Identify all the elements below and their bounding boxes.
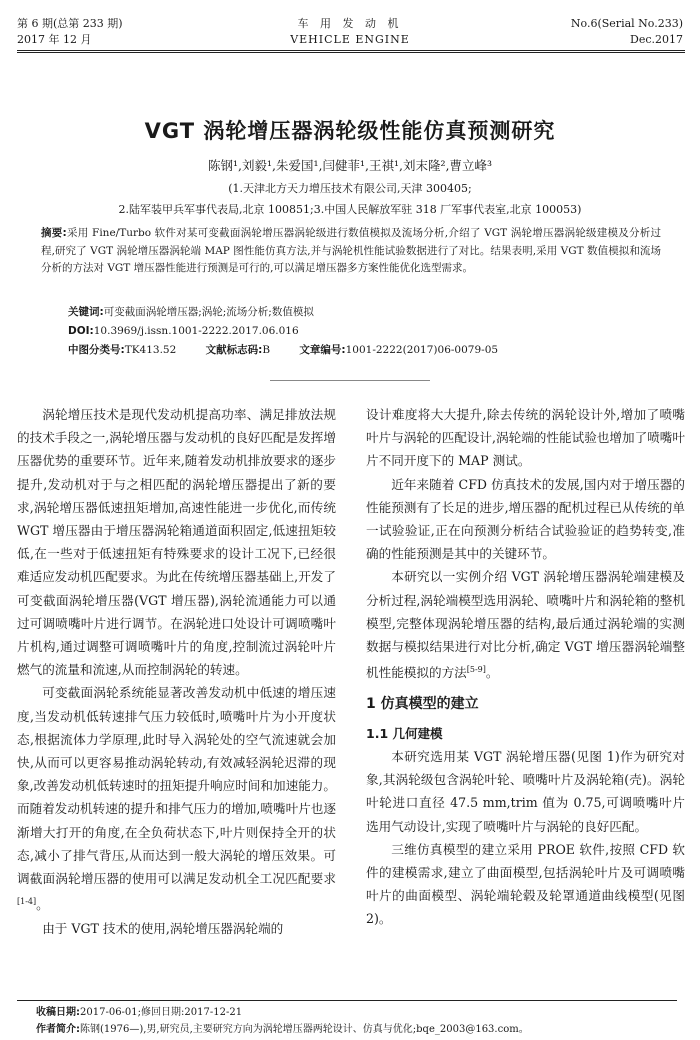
abstract [41,225,661,278]
affiliation-line-2: 2.陆军装甲兵军事代表局,北京 100851;3.中国人民解放军驻 318 厂军事代表室,北京 100053) [118,203,582,216]
keywords-text: 可变截面涡轮增压器;涡轮;流场分析;数值模拟 [103,306,314,318]
doc-code-label: 文献标志码: [205,344,263,356]
footnote-author [36,1020,676,1039]
paragraph: 涡轮增压技术是现代发动机提高功率、满足排放法规的技术手段之一,涡轮增压器与发动机的良好匹配是发挥增压器优势的重要环节。近年来,随着发动机排放要求的逐步提升,发动机对于与之相匹配的涡轮增压器提出了新的要求,涡轮增压器低速扭矩增加,高速性能进一步优化,而传统 WGT 增压器由于增压器涡轮箱通道面积固定,低速扭矩较低,在一些对于低速扭矩有特殊要求的设计工况下,已经很难适应发动机匹配要求。为此在传统增压器基础上,开发了可变截面涡轮增压器(VGT 增压器),涡轮流通能力可以通过可调喷嘴叶片进行调节。在涡轮进口处设计可调喷嘴叶片机构,通过调整可调喷嘴叶片的角度,控制流过涡轮叶片燃气的流量和流速,从而控制涡轮的转速。 [17,407,336,678]
affiliation-line-1: (1.天津北方天力增压技术有限公司,天津 300405; [228,182,472,195]
dates-label: 收稿日期: [36,1007,80,1018]
body-left-column [17,403,336,940]
citation: [5-9] [466,665,486,675]
paper-title: VGT 涡轮增压器涡轮级性能仿真预测研究 [144,119,556,143]
paragraph: 可变截面涡轮系统能显著改善发动机中低速的增压速度,当发动机低转速排气压力较低时,喷嘴叶片为小开度状态,根据流体力学原理,此时导入涡轮处的空气流速就会加快,从而可以更容易推动涡轮转动,有效减轻涡轮迟滞的现象,改善发动机低转速时的扭矩提升响应时间和加速能力。而随着发动机转速的提升和排气压力的增加,喷嘴叶片也逐渐增大打开的角度,在全负荷状态下,叶片则保持全开的状态,减小了排气背压,从而达到一般大涡轮的增压效果。可调截面涡轮增压器的使用可以满足发动机全工况匹配要求[1-4]。 [17,685,336,913]
author-bio-label: 作者简介: [36,1024,80,1035]
abstract-separator [270,380,430,381]
paragraph: 设计难度将大大提升,除去传统的涡轮设计外,增加了喷嘴叶片与涡轮的匹配设计,涡轮端的性能试验也增加了喷嘴叶片不同开度下的 MAP 测试。 [366,407,685,469]
header-rule [17,50,685,51]
journal-name-cn: 车 用 发 动 机 [297,17,403,30]
doi [68,322,299,340]
body-right-column [366,403,685,931]
footnote-rule [17,1000,677,1001]
doi-text: 10.3969/j.issn.1001-2222.2017.06.016 [93,325,299,337]
doc-code-value: B [262,344,271,356]
article-number-value: 1001-2222(2017)06-0079-05 [345,344,499,356]
author-bio-text: 陈钢(1976—),男,研究员,主要研究方向为涡轮增压器两轮设计、仿真与优化;bqe_2003@163.com。 [80,1024,529,1035]
keywords-label: 关键词: [68,306,104,318]
abstract-text: 采用 Fine/Turbo 软件对某可变截面涡轮增压器涡轮级进行数值模拟及流场分析,介绍了 VGT 涡轮增压器涡轮级建模及分析过程,研究了 VGT 涡轮增压器涡轮端 MAP 图性能仿真方法,并与涡轮机性能试验数据进行了对比。结果表明,采用 VGT 数值模拟和流场分析的方法对 VGT 增压器性能进行预测是可行的,可以满足增压器多方案性能优化选型需求。 [41,227,661,274]
author-list: 陈钢¹,刘毅¹,朱爱国¹,闫健菲¹,王祺¹,刘末隆²,曹立峰³ [208,158,492,173]
citation: [1-4] [17,897,37,907]
keywords [68,303,314,321]
abstract-label: 摘要: [41,227,67,239]
journal-name-en: VEHICLE ENGINE [290,33,410,46]
paragraph: 由于 VGT 技术的使用,涡轮增压器涡轮端的 [42,920,284,936]
issue-number-cn: 第 6 期(总第 233 期) [17,17,123,30]
paragraph: 本研究选用某 VGT 涡轮增压器(见图 1)作为研究对象,其涡轮级包含涡轮叶轮、喷嘴叶片及涡轮箱(壳)。涡轮叶轮进口直径 47.5 mm,trim 值为 0.75,可调喷嘴叶片选用气动设计,实现了喷嘴叶片与涡轮的良好匹配。 [366,749,685,834]
issue-date-en: Dec.2017 [630,33,683,46]
paragraph: 三维仿真模型的建立采用 PROE 软件,按照 CFD 软件的建模需求,建立了曲面模型,包括涡轮叶片及可调喷嘴叶片的曲面模型、涡轮端轮毂及轮罩通道曲线模型(见图 2)。 [366,841,685,927]
paragraph: 近年来随着 CFD 仿真技术的发展,国内对于增压器的性能预测有了长足的进步,增压器的配机过程已从传统的单一试验验证,正在向预测分析结合试验验证的趋势转变,准确的性能预测是其中的关键环节。 [366,476,685,562]
issue-number-en: No.6(Serial No.233) [570,17,683,30]
doi-label: DOI: [68,325,94,337]
paragraph: 本研究以一实例介绍 VGT 涡轮增压器涡轮端建模及分析过程,涡轮端模型选用涡轮、喷嘴叶片和涡轮箱的整机模型,完整体现涡轮增压器的结构,最后通过涡轮端的实测数据与模拟结果进行对比分析,确定 VGT 增压器涡轮端整机性能模拟的方法[5-9]。 [366,569,685,681]
paragraph-text: 可变截面涡轮系统能显著改善发动机中低速的增压速度,当发动机低转速排气压力较低时,喷嘴叶片为小开度状态,根据流体力学原理,此时导入涡轮处的空气流速就会加快,从而可以更容易推动涡轮转动,有效减轻涡轮迟滞的现象,改善发动机低转速时的扭矩提升响应时间和加速能力。而随着发动机转速的提升和排气压力的增加,喷嘴叶片也逐渐增大打开的角度,在全负荷状态下,叶片则保持全开的状态,减小了排气背压,从而达到一般大涡轮的增压效果。可调截面涡轮增压器的使用可以满足发动机全工况匹配要求 [17,685,336,887]
section-heading-1-1: 1.1 几何建模 [366,725,443,741]
section-heading-1: 1 仿真模型的建立 [366,695,479,712]
dates-text: 2017-06-01;修回日期:2017-12-21 [80,1007,243,1018]
classification-line [68,341,498,359]
header-rule-2 [17,52,685,53]
clc-value: TK413.52 [124,344,177,356]
clc-label: 中图分类号: [68,344,125,356]
article-number-label: 文章编号: [299,344,346,356]
paragraph-text: 本研究以一实例介绍 VGT 涡轮增压器涡轮端建模及分析过程,涡轮端模型选用涡轮、喷嘴叶片和涡轮箱的整机模型,完整体现涡轮增压器的结构,最后通过涡轮端的实测数据与模拟结果进行对比分析,确定 VGT 增压器涡轮端整机性能模拟的方法 [366,569,685,681]
issue-date-cn: 2017 年 12 月 [17,33,92,46]
